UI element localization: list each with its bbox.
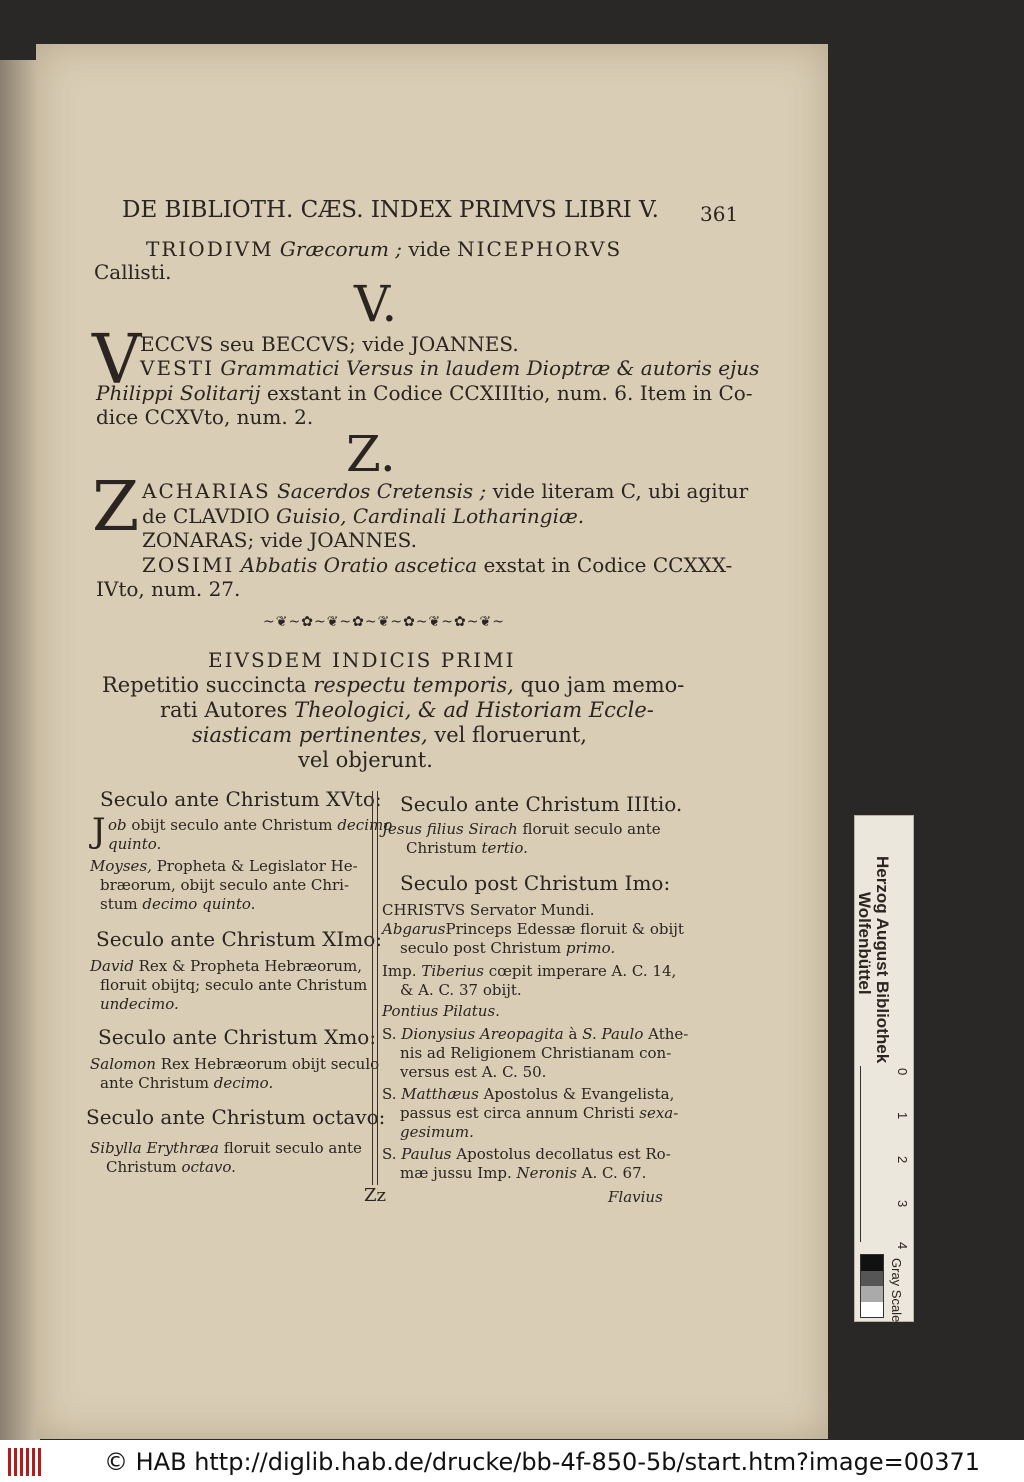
entry-job: ob obijt seculo ante Christum decimo	[108, 816, 393, 834]
hab-logo-icon	[8, 1448, 42, 1476]
gray-scale-swatches	[860, 1254, 884, 1318]
scale-city-name: Wolfenbüttel	[855, 892, 874, 995]
entry-triodium: TRIODIVM Græcorum ; vide NICEPHORVS	[146, 237, 623, 261]
entry-paulus: S. Paulus Apostolus decollatus est Ro-	[382, 1145, 671, 1163]
entry-sibylla-cont: Christum octavo.	[106, 1158, 236, 1176]
entry-moyses-cont: bræorum, obijt seculo ante Chri-	[100, 876, 350, 894]
entry-jesus: Jesus filius Sirach floruit seculo ante	[382, 820, 661, 838]
footer-source-link[interactable]: © HAB http://diglib.hab.de/drucke/bb-4f-850-5b/start.htm?image=00371	[104, 1448, 981, 1476]
entry-matthaeus: S. Matthæus Apostolus & Evangelista,	[382, 1085, 675, 1103]
folio-number: 361	[700, 202, 739, 226]
signature-mark: Zz	[364, 1185, 386, 1206]
scale-tick-2: 2	[895, 1156, 910, 1164]
job-initial: J	[92, 811, 106, 851]
ornament-divider: ~❦~✿~❦~✿~❦~✿~❦~✿~❦~	[263, 614, 505, 630]
entry-christus: CHRISTVS Servator Mundi.	[382, 901, 595, 919]
entry-vesti-cont: Philippi Solitarij exstant in Codice CCXIIItio, num. 6. Item in Co-	[96, 381, 753, 405]
right-col-heading-2: Seculo post Christum Imo:	[400, 871, 671, 895]
right-col-heading-1: Seculo ante Christum IIItio.	[400, 792, 683, 816]
entry-zacharias-cont: de CLAVDIO Guisio, Cardinali Lotharingiæ.	[142, 504, 585, 528]
repetitio-heading: EIVSDEM INDICIS PRIMI	[208, 648, 516, 672]
drop-cap-v: V	[92, 321, 142, 400]
column-divider	[372, 791, 378, 1185]
entry-dionysius-cont2: versus est A. C. 50.	[400, 1063, 547, 1081]
gray-scale-label: Gray Scale	[889, 1258, 904, 1323]
entry-moyses-cont2: stum decimo quinto.	[100, 895, 256, 913]
entry-dionysius-cont: nis ad Religionem Christianam con-	[400, 1044, 672, 1062]
repetitio-line-3: siasticam pertinentes, vel floruerunt,	[192, 723, 587, 747]
entry-pontius: Pontius Pilatus.	[382, 1002, 500, 1020]
repetitio-line-2: rati Autores Theologici, & ad Historiam Eccle-	[160, 698, 654, 722]
entry-moyses: Moyses, Propheta & Legislator He-	[90, 857, 358, 875]
entry-triodium-cont: Callisti.	[94, 260, 172, 284]
section-letter-v: V.	[354, 275, 398, 333]
entry-tiberius-cont: & A. C. 37 obijt.	[400, 981, 522, 999]
running-head: DE BIBLIOTH. CÆS. INDEX PRIMVS LIBRI V.	[122, 197, 659, 223]
entry-zosimi-cont: IVto, num. 27.	[96, 577, 241, 601]
scale-tick-0: 0	[895, 1068, 910, 1076]
entry-matthaeus-cont2: gesimum.	[400, 1123, 474, 1141]
drop-cap-z: Z	[92, 468, 140, 547]
repetitio-line-4: vel objerunt.	[298, 748, 433, 772]
entry-abgarus: AbgarusPrinceps Edessæ floruit & obijt	[382, 920, 684, 938]
entry-david-cont2: undecimo.	[100, 995, 179, 1013]
left-col-heading-3: Seculo ante Christum Xmo:	[98, 1025, 377, 1049]
entry-salomon-cont: ante Christum decimo.	[100, 1074, 274, 1092]
left-col-heading-2: Seculo ante Christum XImo:	[96, 927, 382, 951]
entry-zonaras: ZONARAS; vide JOANNES.	[142, 528, 418, 552]
repetitio-line-1: Repetitio succincta respectu temporis, quo jam memo-	[102, 673, 685, 697]
entry-jesus-cont: Christum tertio.	[406, 839, 528, 857]
color-scale-bar	[854, 815, 914, 1322]
footer-bar	[0, 1440, 1024, 1482]
entry-david: David Rex & Propheta Hebræorum,	[90, 957, 362, 975]
left-col-heading-4: Seculo ante Christum octavo:	[86, 1105, 386, 1129]
entry-abgarus-cont: seculo post Christum primo.	[400, 939, 616, 957]
book-page	[36, 44, 828, 1439]
entry-sibylla: Sibylla Erythræa floruit seculo ante	[90, 1139, 362, 1157]
scale-ruler-line	[860, 1066, 861, 1242]
catchword: Flavius	[608, 1188, 663, 1206]
entry-zacharias: ACHARIAS Sacerdos Cretensis ; vide literam C, ubi agitur	[142, 479, 749, 503]
entry-zosimi: ZOSIMI Abbatis Oratio ascetica exstat in Codice CCXXX-	[142, 553, 733, 577]
scale-tick-3: 3	[895, 1200, 910, 1208]
entry-vesti-cont2: dice CCXVto, num. 2.	[96, 405, 314, 429]
book-spine-edge	[0, 60, 40, 1440]
scale-library-name: Herzog August Bibliothek	[873, 856, 892, 1064]
entry-vesti: VESTI Grammatici Versus in laudem Dioptræ & autoris ejus	[140, 356, 760, 380]
entry-veccus: ECCVS seu BECCVS; vide JOANNES.	[140, 332, 519, 356]
entry-dionysius: S. Dionysius Areopagita à S. Paulo Athe-	[382, 1025, 689, 1043]
entry-matthaeus-cont: passus est circa annum Christi sexa-	[400, 1104, 679, 1122]
entry-david-cont: floruit obijtq; seculo ante Christum	[100, 976, 368, 994]
entry-salomon: Salomon Rex Hebræorum obijt seculo	[90, 1055, 380, 1073]
entry-paulus-cont: mæ jussu Imp. Neronis A. C. 67.	[400, 1164, 647, 1182]
entry-tiberius: Imp. Tiberius cœpit imperare A. C. 14,	[382, 962, 677, 980]
scale-tick-1: 1	[895, 1112, 910, 1120]
left-col-heading-1: Seculo ante Christum XVto:	[100, 787, 382, 811]
entry-job-cont: quinto.	[108, 835, 162, 853]
section-letter-z: Z.	[346, 425, 396, 483]
scale-tick-4: 4	[895, 1242, 910, 1250]
